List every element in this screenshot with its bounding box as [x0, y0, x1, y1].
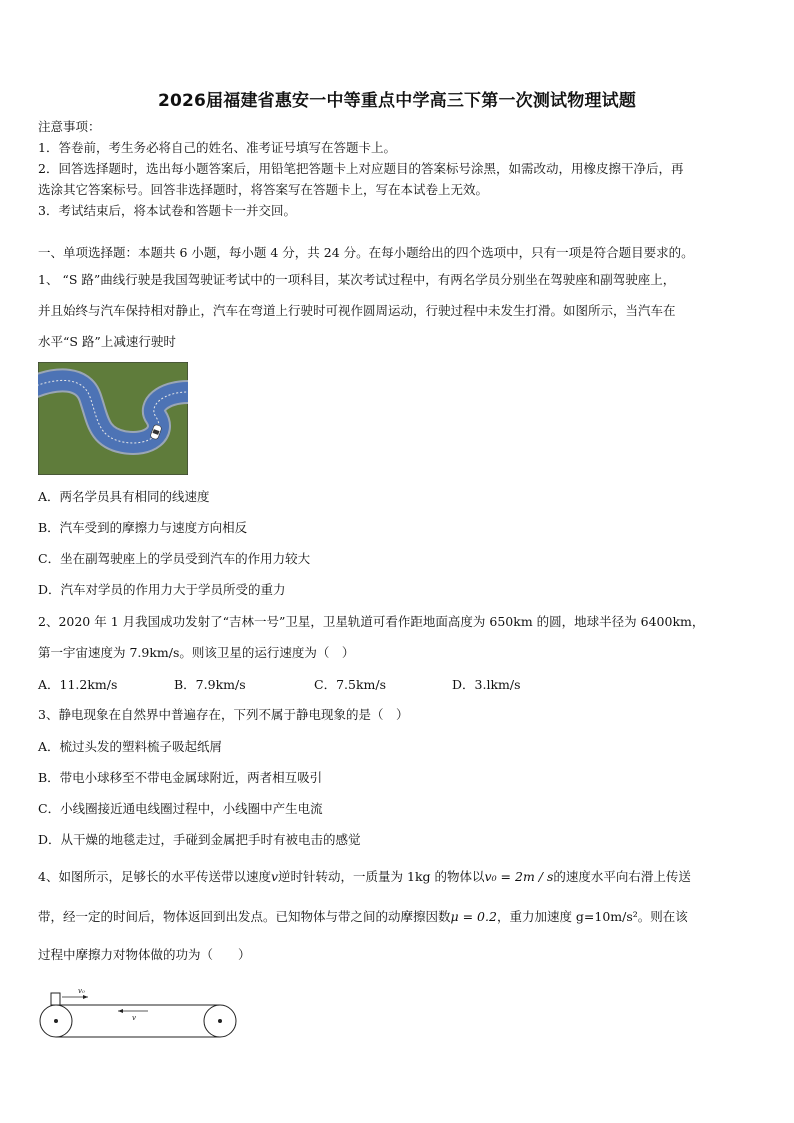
figure-label-v0: v₀ [78, 987, 85, 995]
question-3-option-c: C．小线圈接近通电线圈过程中，小线圈中产生电流 [38, 801, 323, 816]
notice-heading: 注意事项： [38, 119, 101, 134]
question-1-stem: 1、 “S 路”曲线行驶是我国驾驶证考试中的一项科目，某次考试过程中，有两名学员分别坐在驾驶座和副驾驶座上， [38, 272, 676, 287]
question-2-option-a: A．11.2km/s [38, 677, 118, 692]
question-2-option-b: B．7.9km/s [174, 677, 246, 692]
section-heading: 一、单项选择题：本题共 6 小题，每小题 4 分，共 24 分。在每小题给出的四个选项中，只有一项是符合题目要求的。 [38, 245, 694, 260]
initial-velocity-formula: v₀ = 2m / s [484, 869, 554, 884]
question-4-stem: 过程中摩擦力对物体做的功为（ ） [38, 947, 251, 962]
question-1-stem: 并且始终与汽车保持相对静止，汽车在弯道上行驶时可视作圆周运动，行驶过程中未发生打滑。如图所示，当汽车在 [38, 303, 676, 318]
question-3-stem: 3、静电现象在自然界中普遍存在，下列不属于静电现象的是（ ） [38, 707, 409, 722]
question-3-option-a: A．梳过头发的塑料梳子吸起纸屑 [38, 739, 223, 754]
question-3-option-b: B．带电小球移至不带电金属球附近，两者相互吸引 [38, 770, 323, 785]
question-1-option-c: C．坐在副驾驶座上的学员受到汽车的作用力较大 [38, 551, 311, 566]
page-title: 2026届福建省惠安一中等重点中学高三下第一次测试物理试题 [157, 91, 637, 111]
question-2-stem: 第一宇宙速度为 7.9km/s。则该卫星的运行速度为（ ） [38, 645, 355, 660]
conveyor-belt-figure [38, 985, 238, 1040]
notice-item: 选涂其它答案标号。回答非选择题时，将答案写在答题卡上，写在本试卷上无效。 [38, 182, 489, 197]
question-2-option-c: C．7.5km/s [314, 677, 386, 692]
friction-coefficient-formula: μ = 0.2 [450, 909, 497, 924]
question-4-stem: 带，经一定的时间后，物体返回到出发点。已知物体与带之间的动摩擦因数μ = 0.2，重力加速度 g=10m/s²。则在该 [38, 909, 688, 924]
question-1-stem: 水平“S 路”上减速行驶时 [38, 334, 176, 349]
velocity-symbol: v [270, 869, 279, 884]
question-4-stem: 4、如图所示，足够长的水平传送带以速度v逆时针转动，一质量为 1kg 的物体以v₀ = 2m / s的速度水平向右滑上传送 [38, 869, 691, 884]
question-2-option-d: D．3.lkm/s [452, 677, 521, 692]
s-road-figure [38, 362, 188, 475]
notice-item: 2．回答选择题时，选出每小题答案后，用铅笔把答题卡上对应题目的答案标号涂黑，如需改动，用橡皮擦干净后，再 [38, 161, 684, 176]
question-3-option-d: D．从干燥的地毯走过，手碰到金属把手时有被电击的感觉 [38, 832, 361, 847]
question-1-option-a: A．两名学员具有相同的线速度 [38, 489, 210, 504]
figure-label-v: v [132, 1014, 136, 1022]
notice-item: 3．考试结束后，将本试卷和答题卡一并交回。 [38, 203, 296, 218]
question-1-option-b: B．汽车受到的摩擦力与速度方向相反 [38, 520, 248, 535]
question-1-option-d: D．汽车对学员的作用力大于学员所受的重力 [38, 582, 286, 597]
question-2-options [38, 677, 758, 693]
question-2-stem: 2、2020 年 1 月我国成功发射了“吉林一号”卫星，卫星轨道可看作距地面高度为 650km 的圆，地球半径为 6400km， [38, 614, 705, 629]
notice-item: 1．答卷前，考生务必将自己的姓名、准考证号填写在答题卡上。 [38, 140, 396, 155]
